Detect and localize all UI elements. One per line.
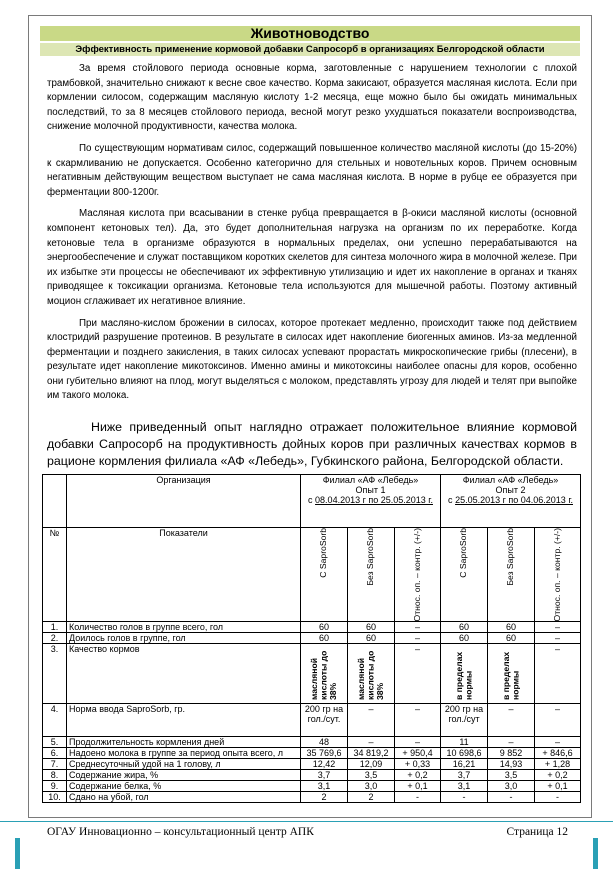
table-row: 4. Норма ввода SaproSorb, гр. 200 гр на гол./сут. – – 200 гр на гол./сут – – <box>43 704 581 737</box>
paragraph: По существующим нормативам силос, содержащий повышенное количество масляной кислоты (до 15-20%) к скармливанию не допускается. Особенно категорично для стельных и новотельных коров. Причем основным негативным действующим веществом выступает не сама масляная кислота. В норме в рубце ее образуется при ферментации 800-1200г. <box>47 142 577 198</box>
body-text <box>47 62 577 411</box>
header-branch-1: Филиал «АФ «Лебедь» Опыт 1 с 08.04.2013 г по 25.05.2013 г. <box>301 475 441 528</box>
table-row: 9. Содержание белка, % 3,1 3,0 + 0,1 3,1 3,0 + 0,1 <box>43 781 581 792</box>
table-row: 1. Количество голов в группе всего, гол 60 60 – 60 60 – <box>43 622 581 633</box>
paragraph: За время стойлового периода основные корма, заготовленные с нарушением технологии с плохой трамбовкой, значительно снижают к весне свое качество. Корма закисают, образуется масляная кислота. Если при кормлении силосом, содержащим масляную кислоту 1-2 месяца, еще можно было бы ожидать минимальных последствий, то за 8 месяцев стойлового периода, весной могут резко ухудшаться показатели воспроизводства, снижение молочной продуктивности, качества молока. <box>47 63 577 133</box>
header-indicators: Показатели <box>67 528 301 622</box>
section-subtitle: Эффективность применение кормовой добавки Сапросорб в организациях Белгородской области <box>40 43 580 56</box>
header-branch-2: Филиал «АФ «Лебедь» Опыт 2 с 25.05.2013 г по 04.06.2013 г. <box>441 475 581 528</box>
table-row: 8. Содержание жира, % 3,7 3,5 + 0,2 3,7 3,5 + 0,2 <box>43 770 581 781</box>
subheader-without: Без SaproSorb <box>505 528 516 586</box>
subheader-diff: Относ. оп. – контр. (+/-) <box>551 528 562 622</box>
table-header-row <box>43 475 581 528</box>
table-subheader-row <box>43 528 581 622</box>
table-row: 6. Надоено молока в группе за период опыта всего, л 35 769,6 34 819,2 + 950,4 10 698,6 9 852 + 846,6 <box>43 748 581 759</box>
subheader-diff: Относ. оп. – контр. (+/-) <box>411 528 422 622</box>
footer-divider <box>0 821 613 822</box>
table-row: 7. Среднесуточный удой на 1 голову, л 12,42 12,09 + 0,33 16,21 14,93 + 1,28 <box>43 759 581 770</box>
table-row: 3. Качество кормов масляной кислоты до 38% масляной кислоты до 38% – в пределах нормы в пределах нормы – <box>43 644 581 704</box>
footer-decor-bar-left <box>15 838 20 869</box>
section-title: Животноводство <box>40 26 580 41</box>
paragraph: Масляная кислота при всасывании в стенке рубца превращается в β-окиси масляной кислоты (основной компонент кетоновых тел). Да, это будет дополнительная нагрузка на организм по их переработке. Когда кетоновые тела в организме образуются в нормальных пределах, они успешно перерабатываются на энергообеспечение и служат поставщиком коротких скелетов для синтеза молочного жира в молочной железе. При их избытке эти процессы не обеспечивают их эффективную утилизацию и идет их накопление в органах и тканях приводящее к токсикации организма. Кетоновые тела используются для мышечной работы. Поэтому активный моцион сглаживает их негативное влияние. <box>47 208 577 307</box>
results-table <box>42 474 581 803</box>
subheader-with: С SaproSorb <box>318 528 329 578</box>
footer-organization: ОГАУ Инновационно – консультационный центр АПК <box>47 826 314 838</box>
subheader-with: С SaproSorb <box>458 528 469 578</box>
footer-decor-bar-right <box>593 838 598 869</box>
table-row: 5. Продолжительность кормления дней 48 – – 11 – – <box>43 737 581 748</box>
page-number: Страница 12 <box>506 826 568 838</box>
subheader-without: Без SaproSorb <box>365 528 376 586</box>
header-organization: Организация <box>67 475 301 528</box>
table-row: 2. Доилось голов в группе, гол 60 60 – 60 60 – <box>43 633 581 644</box>
table-row: 10. Сдано на убой, гол 2 2 - - - - <box>43 792 581 803</box>
lead-paragraph: Ниже приведенный опыт наглядно отражает положительное влияние кормовой добавки Сапросорб на продуктивность дойных коров при различных качествах кормов в рационе кормления филиала «АФ «Лебедь», Губкинского района, Белгородской области. <box>47 420 577 468</box>
header-number: № <box>43 528 67 622</box>
paragraph: При масляно-кислом брожении в силосах, которое протекает медленно, происходит также под действием клостридий разрушение протеинов. В результате в силосах идет накопление биогенных аминов. Из-за медленной ферментации и позднего закисления, в таких силосах успевают прорастать микроскопические грибы (плесени), в результате идет накопление микотоксинов. Именно амины и микотоксины наиболее опасны для коров, особенно они губительно влияют на плод, могут выделяться с молоком, представлять угрозу для людей и телят при выпойке им такого молока. <box>47 317 577 402</box>
